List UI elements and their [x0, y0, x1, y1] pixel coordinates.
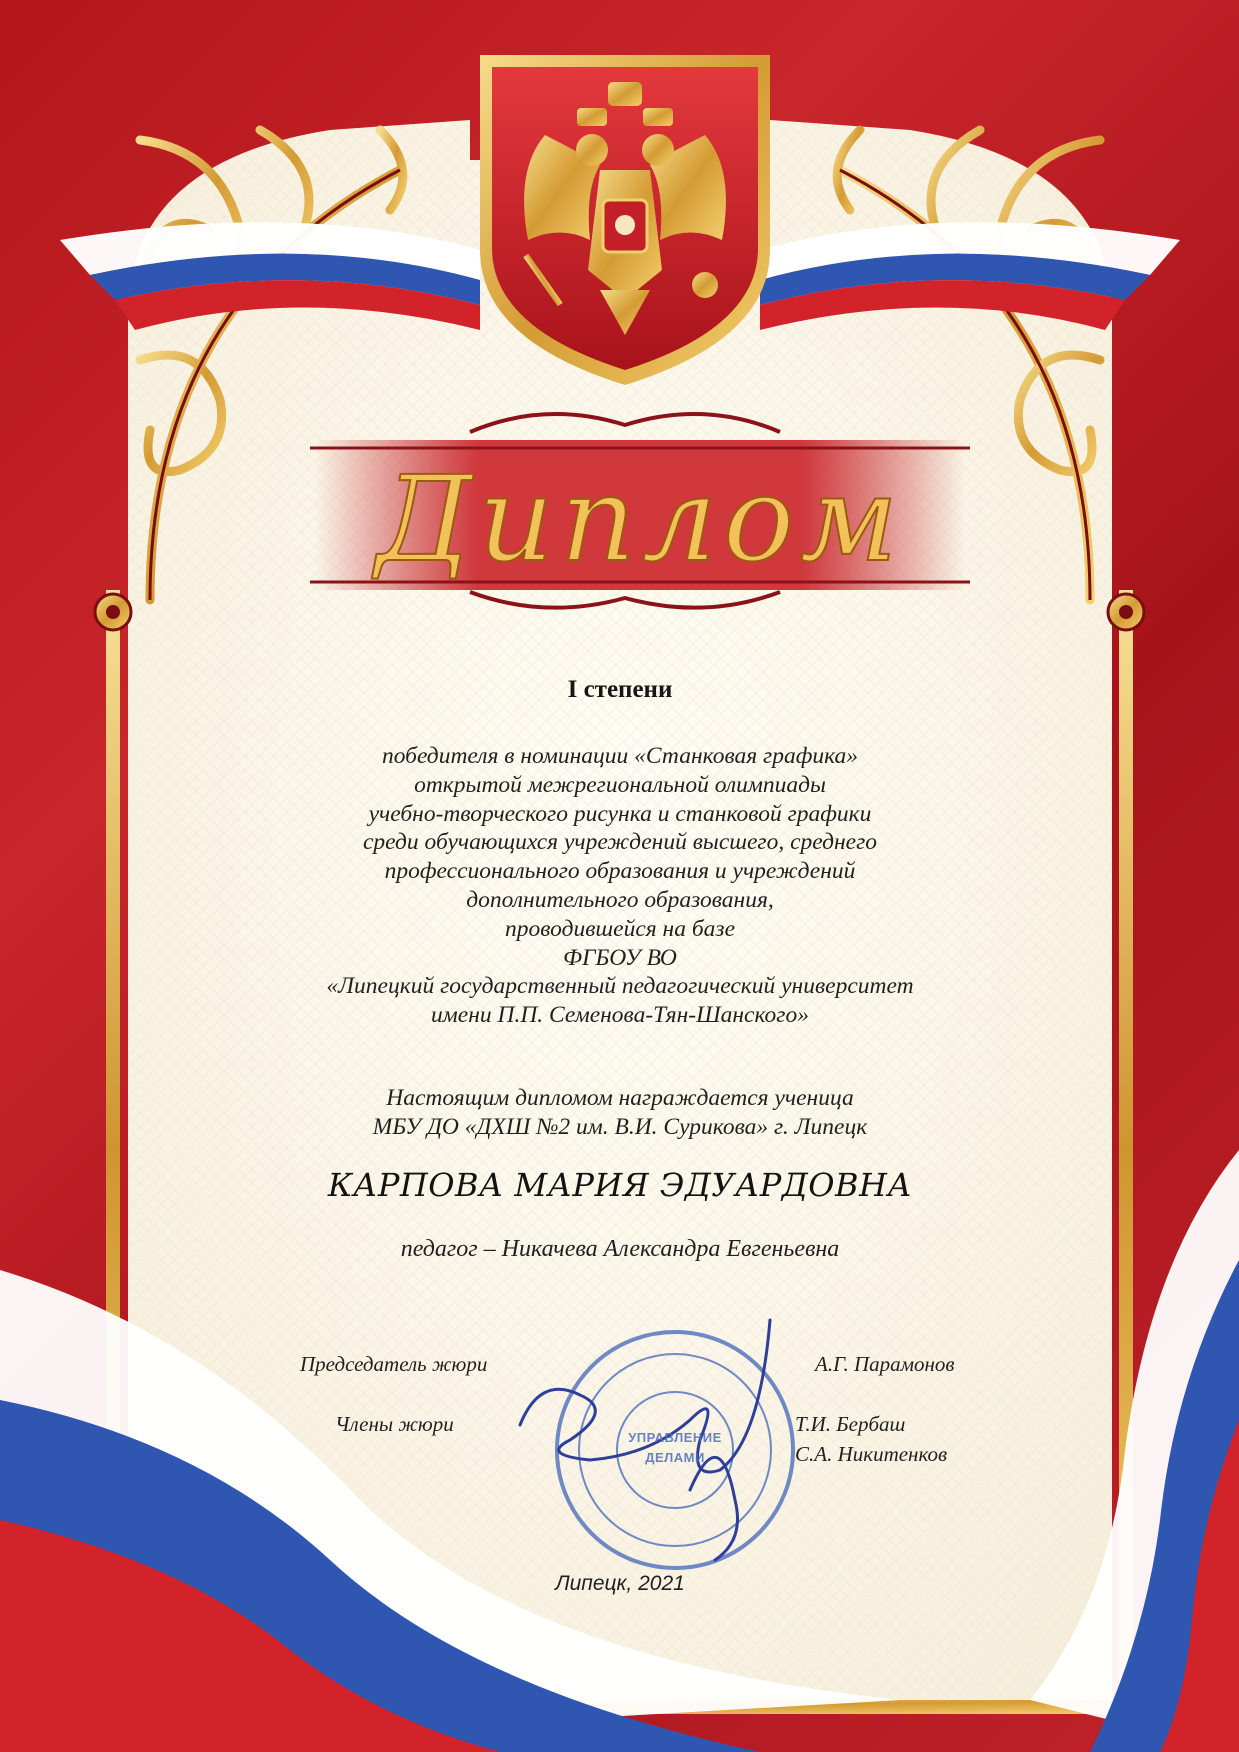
description-line: ФГБОУ ВО: [563, 944, 677, 971]
jury-chair-label: Председатель жюри: [300, 1352, 488, 1376]
jury-members-label: Члены жюри: [335, 1412, 454, 1436]
description-line: «Липецкий государственный педагогический университет: [326, 973, 914, 1000]
jury-member-name: С.А. Никитенков: [795, 1442, 948, 1466]
award-statement: [220, 1084, 1020, 1142]
diploma-title: Диплом: [376, 450, 904, 588]
stamp-inner-line: ДЕЛАМИ: [645, 1450, 705, 1465]
recipient-name: КАРПОВА МАРИЯ ЭДУАРДОВНА: [327, 1166, 913, 1204]
diploma-degree: I степени: [567, 676, 673, 703]
description-line: профессионального образования и учреждений: [384, 858, 856, 885]
diploma-description: [220, 742, 1020, 1030]
jury-member-name: Т.И. Бербаш: [795, 1412, 906, 1436]
place-and-date: Липецк, 2021: [555, 1572, 685, 1595]
description-line: открытой межрегиональной олимпиады: [414, 771, 826, 798]
award-line: МБУ ДО «ДХШ №2 им. В.И. Сурикова» г. Липецк: [372, 1113, 868, 1140]
award-line: Настоящим дипломом награждается ученица: [386, 1085, 854, 1111]
description-line: имени П.П. Семенова-Тян-Шанского»: [431, 1002, 809, 1029]
jury-chair-name: А.Г. Парамонов: [815, 1352, 955, 1376]
teacher-name: педагог – Никачева Александра Евгеньевна: [400, 1236, 840, 1262]
description-line: дополнительного образования,: [466, 886, 774, 913]
description-line: победителя в номинации «Станковая графика»: [381, 743, 859, 769]
stamp-inner-line: УПРАВЛЕНИЕ: [628, 1430, 722, 1445]
description-line: проводившейся на базе: [504, 915, 736, 942]
description-line: учебно-творческого рисунка и станковой графики: [368, 800, 872, 827]
description-line: среди обучающихся учреждений высшего, среднего: [362, 829, 878, 856]
